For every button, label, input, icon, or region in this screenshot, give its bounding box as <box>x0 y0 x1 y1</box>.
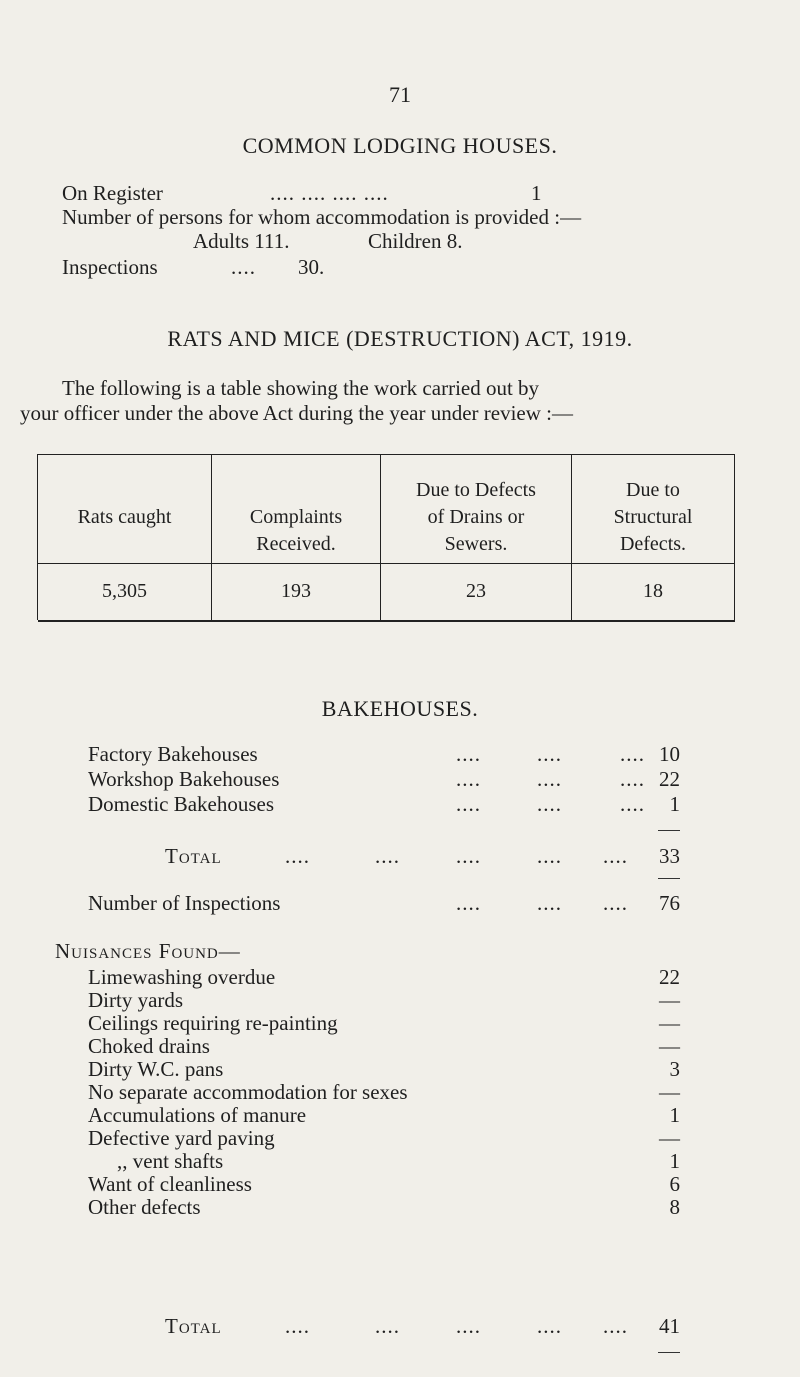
nuisance-value: — <box>659 988 680 1012</box>
table-header-drains: Due to Defects of Drains or Sewers. <box>416 479 536 555</box>
adults-text: Adults 111. <box>193 229 290 253</box>
nuisance-label: Other defects <box>88 1195 201 1219</box>
nuisance-total-label: Total <box>165 1314 222 1338</box>
leader-dots: .... <box>456 792 481 816</box>
nuisance-value: — <box>659 1011 680 1035</box>
bakehouse-label: Factory Bakehouses <box>88 742 258 766</box>
leader-dots: .... <box>537 742 562 766</box>
leader-dots: .... <box>620 767 645 791</box>
sum-rule <box>658 878 680 879</box>
nuisance-label: No separate accommodation for sexes <box>88 1080 408 1104</box>
bakehouse-inspections-label: Number of Inspections <box>88 891 281 915</box>
leader-dots: .... <box>537 844 562 868</box>
nuisance-value: 6 <box>669 1172 680 1196</box>
nuisance-label: Want of cleanliness <box>88 1172 252 1196</box>
nuisance-label: Limewashing overdue <box>88 965 276 989</box>
section-title-rats: RATS AND MICE (DESTRUCTION) ACT, 1919. <box>167 326 633 351</box>
table-bottom-rule <box>38 620 735 622</box>
leader-dots: .... <box>620 742 645 766</box>
register-label: On Register <box>62 181 163 205</box>
nuisance-label: Choked drains <box>88 1034 210 1058</box>
leader-dots: .... <box>620 792 645 816</box>
leader-dots: .... <box>456 1314 481 1338</box>
leader-dots: .... <box>285 1314 310 1338</box>
nuisance-total-value: 41 <box>659 1314 680 1338</box>
children-text: Children 8. <box>368 229 463 253</box>
persons-text: Number of persons for whom accommodation is provided :— <box>62 205 582 229</box>
rats-intro-line1: The following is a table showing the work carried out by <box>62 376 540 400</box>
leader-dots: .... <box>375 1314 400 1338</box>
table-border-right <box>734 454 735 620</box>
sum-rule <box>658 830 680 831</box>
bakehouse-value: 22 <box>659 767 680 791</box>
nuisance-value: 22 <box>659 965 680 989</box>
register-dots: .... .... .... .... <box>270 181 389 205</box>
leader-dots: .... <box>537 891 562 915</box>
table-mid-rule <box>38 563 735 564</box>
nuisance-value: 8 <box>669 1195 680 1219</box>
inspections-dots: .... <box>231 255 256 279</box>
leader-dots: .... <box>603 1314 628 1338</box>
table-header-complaints: Complaints Received. <box>249 506 343 555</box>
table-value-rats-caught: 5,305 <box>102 580 147 602</box>
nuisance-value: — <box>659 1034 680 1058</box>
leader-dots: .... <box>456 742 481 766</box>
inspections-label: Inspections <box>62 255 158 279</box>
bakehouse-inspections-value: 76 <box>659 891 680 915</box>
nuisance-value: — <box>659 1126 680 1150</box>
leader-dots: .... <box>537 767 562 791</box>
bakehouse-total-value: 33 <box>659 844 680 868</box>
section-title-bakehouses: BAKEHOUSES. <box>321 696 479 721</box>
nuisance-label: Dirty W.C. pans <box>88 1057 224 1081</box>
page-number: 71 <box>389 82 411 107</box>
leader-dots: .... <box>537 1314 562 1338</box>
leader-dots: .... <box>537 792 562 816</box>
leader-dots: .... <box>456 767 481 791</box>
bakehouse-label: Workshop Bakehouses <box>88 767 280 791</box>
bakehouse-label: Domestic Bakehouses <box>88 792 275 816</box>
leader-dots: .... <box>603 844 628 868</box>
nuisance-value: — <box>659 1080 680 1104</box>
section-title-lodging: COMMON LODGING HOUSES. <box>242 133 558 158</box>
nuisance-value: 1 <box>669 1103 680 1127</box>
table-value-drains: 23 <box>466 580 486 602</box>
bakehouse-value: 10 <box>659 742 680 766</box>
leader-dots: .... <box>456 891 481 915</box>
nuisance-label: Ceilings requiring re-painting <box>88 1011 338 1035</box>
nuisance-label: Defective yard paving <box>88 1126 275 1150</box>
leader-dots: .... <box>456 844 481 868</box>
sum-rule <box>658 1352 680 1353</box>
nuisance-value: 3 <box>669 1057 680 1081</box>
nuisance-value: 1 <box>669 1149 680 1173</box>
leader-dots: .... <box>375 844 400 868</box>
table-header-structural: Due to Structural Defects. <box>613 479 693 555</box>
leader-dots: .... <box>603 891 628 915</box>
table-value-structural: 18 <box>643 580 663 602</box>
table-header-rats-caught: Rats caught <box>77 506 172 528</box>
bakehouse-value: 1 <box>669 792 680 816</box>
table-top-rule <box>38 454 735 455</box>
nuisance-label: ,, vent shafts <box>117 1149 224 1173</box>
register-value: 1 <box>531 181 542 205</box>
rats-intro-line2: your officer under the above Act during the year under review :— <box>20 401 573 425</box>
nuisance-label: Accumulations of manure <box>88 1103 307 1127</box>
bakehouse-total-label: Total <box>165 844 222 868</box>
inspections-value: 30. <box>298 255 325 279</box>
table-value-complaints: 193 <box>281 580 311 602</box>
leader-dots: .... <box>285 844 310 868</box>
nuisance-label: Dirty yards <box>88 988 184 1012</box>
nuisances-title: Nuisances Found— <box>55 939 241 963</box>
